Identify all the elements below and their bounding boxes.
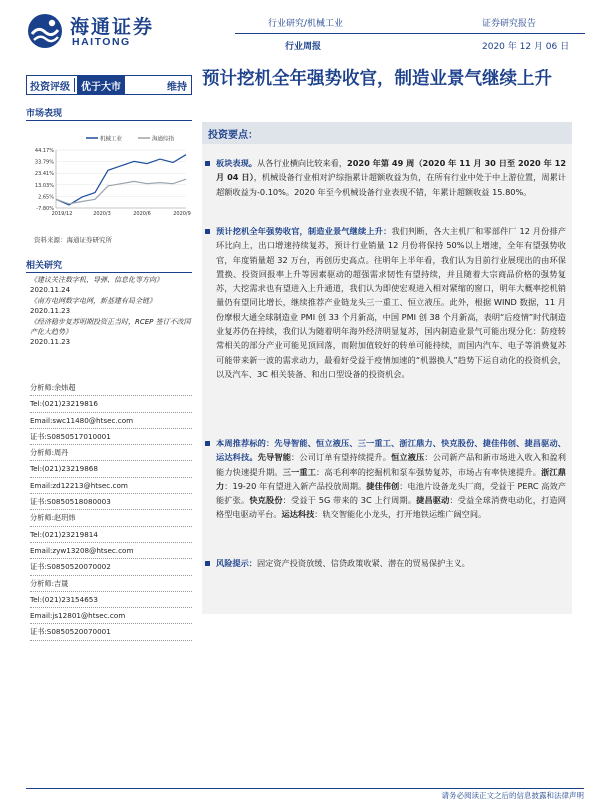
stock-note: ：受益全球消费电动化，打造网格型电驱动平台。 (216, 495, 566, 520)
legend-label: 海通综指 (152, 136, 175, 143)
related-item-date: 2020.11.23 (30, 338, 71, 347)
section-risk-warning (216, 556, 566, 570)
key-points-header: 投资要点： (202, 122, 572, 144)
stock-note: ：19-20 年有望进入新产品投放周期。 (224, 480, 367, 491)
y-tick-label: 23.41% (34, 171, 54, 178)
y-tick-label: -7.80% (36, 206, 54, 212)
market-chart-svg (26, 130, 192, 218)
analyst-tel: Tel:(021)23219816 (30, 396, 192, 412)
y-tick-label: 13.03% (34, 182, 54, 189)
section-text: 从各行业横向比较来看， (256, 158, 348, 168)
related-item[interactable] (30, 317, 192, 348)
company-logo (26, 10, 176, 50)
x-tick-label: 2020/3 (93, 211, 111, 217)
analyst-name: 分析师:赵玥炜 (30, 510, 192, 526)
header-divider (235, 33, 585, 34)
related-item[interactable] (30, 296, 192, 317)
analyst-cert: 证书:S0850517010001 (30, 429, 192, 445)
stock-name: 快克股份 (249, 495, 283, 506)
section-text: 固定资产投资放缓、信贷政策收紧、潜在的贸易保护主义。 (256, 558, 470, 568)
bullet-marker (205, 441, 210, 446)
analyst-email[interactable]: Email:zd12213@htsec.com (30, 478, 192, 494)
stock-note: ：受益于 5G 带来的 3C 上行周期。 (282, 495, 417, 506)
analyst-tel: Tel:(021)23154653 (30, 592, 192, 608)
stock-name: 捷昌驱动 (416, 495, 450, 506)
legend-label: 机械工业 (100, 136, 123, 143)
analyst-tel: Tel:(021)23219814 (30, 527, 192, 543)
x-tick-label: 2020/9 (173, 211, 191, 217)
stock-name: 运达科技 (281, 509, 315, 520)
analyst-email[interactable]: Email:swc11480@htsec.com (30, 413, 192, 429)
footer-divider (26, 788, 584, 789)
report-date: 2020 年 12 月 06 日 (482, 42, 570, 52)
report-type: 证券研究报告 (482, 19, 537, 29)
analyst-name: 分析师:吉晟 (30, 576, 192, 592)
bullet-marker (205, 229, 210, 234)
rating-label: 投资评级 (30, 81, 70, 93)
stock-note: ：轨交智能化小龙头，打开地铁运维广阔空间。 (314, 509, 487, 520)
section-head: 预计挖机全年强势收官，制造业景气继续上升： (216, 226, 392, 236)
related-item-title[interactable]: 《南方电网数字电网，新基建有局全链》 (30, 296, 156, 305)
analyst-tel: Tel:(021)23219868 (30, 461, 192, 477)
section-head: 风险提示： (216, 558, 257, 568)
footer-disclaimer[interactable]: 请务必阅读正文之后的信息披露和法律声明 (441, 791, 584, 800)
related-item-title[interactable]: 《建议关注数字机、导弹、信息化等方向》 (30, 276, 163, 284)
related-item[interactable] (30, 275, 192, 296)
section-text: 我们判断，各大主机厂和零部件厂 12 月份排产环比向上，出口增速持续复苏，预计行业销量 12 月份将保持 50%以上增速，全年有望强势收官，年度销量超 32 万台，再创历史高点。往明年上半年看，我们认为目前行业展现出的由环保置换、投资回报率上升等因素驱动的超强需求韧性有望持续，并且随着大宗商品价格的强势复苏，大挖需求也有望进入上升通道，我们认为即使宏观进入相对紧缩的窗口，明年大概率挖机销量仍有望同比增长，继续推荐产业链龙头三一重工、恒立液压。此外，根据 WIND 数据，11 月份摩根大通全球制造业 PMI 创 33 个月新高，中国 PMI 创 38 个月新高，表明“后疫情”时代制造业复苏仍在持续，我们认为随着明年海外经济明显复苏，国内制造业景气可能出现分化：防疫转常相关的部分产业可能见顶回落，而附加值较好的转单可能持续，而国内汽车、电子等消费复苏可能带来新一波的需求动力，最看好受益于疫情加速的“机器换人”趋势下运自动化的投资机会，以及汽车、3C 相关装备、和出口型设备的投资机会。 (216, 226, 566, 379)
section-text: ，机械设备行业相对沪综指累计超额收益为负，在所有行业中处于中上游位置，周累计超额收益为-0.10%。2020 年至今机械设备行业表现不错，年累计超额收益 15.80%。 (216, 172, 566, 197)
stock-name: 捷佳伟创 (366, 480, 400, 491)
stock-name: 先导智能 (257, 452, 292, 463)
stock-note: ：高毛利率的挖掘机和泵车强势复苏，市场占有率快速提升。 (316, 466, 542, 477)
stock-name: 浙江鼎力 (216, 466, 566, 491)
related-research-list (30, 275, 192, 348)
stock-name: 三一重工 (282, 466, 317, 477)
section-excavator-outlook (216, 224, 566, 381)
section-recommendations (216, 436, 566, 522)
market-performance-chart (26, 130, 192, 218)
section-bold: 2020 年第 49 周（2020 年 11 月 30 日至 2020 年 12 月 04 日） (216, 158, 567, 183)
rating-change: 维持 (167, 81, 187, 93)
section-sector-performance (216, 156, 566, 199)
analyst-email[interactable]: Email:js12801@htsec.com (30, 608, 192, 624)
analyst-name: 分析师:余炜超 (30, 380, 192, 396)
y-tick-label: 44.17% (34, 148, 54, 154)
related-item-title[interactable]: 《经济稳步复苏明期投资正当时，RCEP 签订不改国产化大趋势》 (30, 317, 191, 337)
analyst-cert: 证书:S0850520070001 (30, 624, 192, 640)
report-category: 行业研究/机械工业 (268, 19, 344, 29)
series-line-machinery (56, 155, 186, 205)
section-head: 本周推荐标的：先导智能、恒立液压、三一重工、浙江鼎力、快克股份、捷佳伟创、捷昌驱动、运达科技。 (216, 438, 566, 463)
report-subtype: 行业周报 (285, 42, 322, 52)
section-head: 板块表现。 (216, 158, 257, 168)
analyst-list (30, 380, 192, 641)
analyst-email[interactable]: Email:zyw13208@htsec.com (30, 543, 192, 559)
logo-emblem-icon (26, 12, 66, 52)
x-tick-label: 2019/12 (51, 211, 73, 217)
report-title: 预计挖机全年强势收官，制造业景气继续上升 (202, 69, 552, 89)
analyst-name: 分析师:周丹 (30, 445, 192, 461)
analyst-cert: 证书:S0850518080003 (30, 494, 192, 510)
related-research-title: 相关研究 (26, 258, 192, 273)
related-item-date: 2020.11.23 (30, 307, 71, 316)
stock-note: ：公司订单有望持续提升。 (291, 452, 392, 463)
rating-separator (74, 78, 75, 92)
logo-english-name: HAITONG (72, 36, 131, 48)
analyst-cert: 证书:S0850520070002 (30, 559, 192, 575)
rating-value: 优于大市 (77, 76, 125, 94)
stock-note: ：公司新产品和新市场进入收入和盈利能力快速提升期。 (216, 452, 566, 477)
logo-chinese-name: 海通证券 (70, 16, 155, 38)
stock-note: ：电池片设备龙头厂商，受益于 PERC 高效产能扩张。 (216, 480, 566, 506)
stock-name: 恒立液压 (391, 452, 425, 463)
bullet-marker (205, 161, 210, 166)
x-tick-label: 2020/6 (133, 211, 151, 217)
y-tick-label: 33.79% (34, 159, 54, 166)
bullet-marker (205, 561, 210, 566)
y-tick-label: 2.65% (38, 194, 54, 201)
series-line-index (56, 179, 186, 204)
related-item-date: 2020.11.24 (30, 286, 71, 295)
chart-source-note: 资料来源：海通证券研究所 (34, 236, 112, 244)
market-performance-title: 市场表现 (26, 106, 192, 121)
investment-rating (26, 75, 192, 95)
